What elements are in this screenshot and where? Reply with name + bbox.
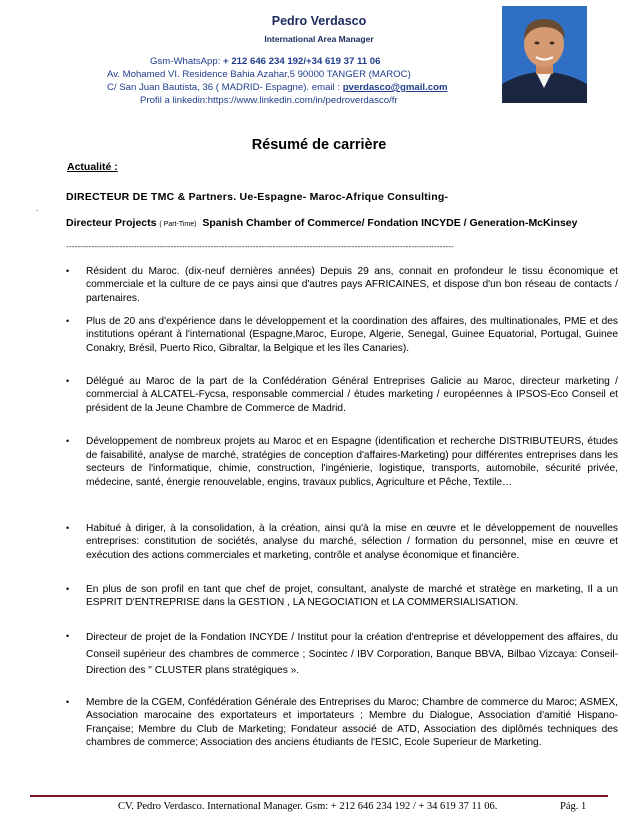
bullet-marker: • (66, 523, 70, 533)
bullet-marker: • (66, 316, 70, 326)
bullet-marker: • (66, 631, 70, 641)
email-link[interactable]: pverdasco@gmail.com (342, 82, 448, 93)
cv-role: International Area Manager (264, 34, 374, 44)
bullet-marker: • (66, 436, 70, 446)
cv-name: Pedro Verdasco (271, 14, 367, 28)
address-line-2 (107, 81, 447, 94)
bullet-marker: • (66, 376, 70, 386)
director-organizations: Spanish Chamber of Commerce/ Fondation INCYDE / Generation-McKinsey (202, 217, 578, 229)
bullet-marker: • (66, 584, 70, 594)
bullet-item: Développement de nombreux projets au Maroc et en Espagne (identification et recherche DISTRIBUTEURS, études de faisabilité, analyse de marché, stratégies de conception d'affaires-Marketing) pour différentes entreprises dans les secteurs de l'informatique, chimie, construction, l'ingénierie, logistique, transports, automobile, sécurité privée, médecine, santé, énergie renouvelable, engins, travaux publics, Agriculture et Pêche, Textile… (86, 436, 618, 488)
footer-text: CV. Pedro Verdasco. International Manager. Gsm: + 212 646 234 192 / + 34 619 37 11 06. (118, 801, 498, 812)
document-title: Résumé de carrière (251, 137, 387, 153)
bullet-item: Habitué à diriger, à la consolidation, à la création, ainsi qu'à la mise en œuvre et le développement de nouvelles entreprises: constitution de sociétés, analyse du marché, sélection / formation du personnel, mise en œuvre et exécution des actions commerciales et marketing, contrôle et analyse économique et financière. (86, 523, 618, 561)
bullet-item: Membre de la CGEM, Confédération Générale des Entreprises du Maroc; Chambre de commerce du Maroc; ASMEX, Association marocaine des exportateurs et importateurs ; Membre du Dialogue, Association d'amitié Hispano-Française; Membre du Club de Marketing; Fondateur associé de ATD, Association des diplômés techniques des chambres de commerce; Association des anciens étudiants de l'ESIC, Ecole Superieur de Marketing. (86, 697, 618, 748)
director-line-2 (66, 217, 577, 229)
linkedin-line[interactable]: Profil a linkedin:https://www.linkedin.com/in/pedroverdasco/fr (140, 95, 398, 106)
stray-dot: . (36, 204, 39, 213)
bullet-marker: • (66, 697, 70, 707)
footer-divider (30, 795, 608, 797)
profile-photo (502, 6, 587, 103)
bullet-item: Résident du Maroc. (dix-neuf dernières années) Depuis 29 ans, connait en profondeur le tissu économique et commerciale et la culture de ce pays ainsi que d'autres pays AFRICAINES, et dispose d'un bon réseau de contacts / partenaires. (86, 266, 618, 304)
separator-line: ----------------------------------------------------------------------------------------------------------------------------------------- (66, 241, 454, 251)
address-line-1: Av. Mohamed VI. Residence Bahia Azahar,5 90000 TANGER (MAROC) (107, 69, 411, 80)
bullet-item: Directeur de projet de la Fondation INCYDE / Institut pour la création d'entreprise et développement des affaires, du Conseil supérieur des chambres de commerce ; Socintec / IBV Corporation, Banque BBVA, Bilbao Vizcaya: Conseil-Direction des " CLUSTER plans stratégiques ». (86, 632, 618, 676)
phone-number: + 212 646 234 192/+34 619 37 11 06 (223, 56, 381, 67)
phone-label: Gsm-WhatsApp: (150, 56, 221, 67)
phone-line (150, 55, 380, 68)
part-time-note: ( Part-Time) (159, 221, 197, 228)
bullet-item: En plus de son profil en tant que chef de projet, consultant, analyste de marché et stratège en marketing, Il a un ESPRIT D'ENTREPRISE dans la GESTION , LA NEGOCIATION et LA COMMERSIALISATION. (86, 584, 618, 609)
section-label-actualite: Actualité : (67, 161, 118, 173)
bullet-item: Délégué au Maroc de la part de la Confédération Général Entreprises Galicie au Maroc, directeur marketing / commercial à ALCATEL-Fycsa, responsable commercial / études marketing / européennes à IPSOS-Eco Conseil et président de la Jeune Chambre de Commerce de Madrid. (86, 376, 618, 414)
address-line-2-text: C/ San Juan Bautista, 36 ( MADRID- Espagne). email : (107, 82, 341, 93)
director-projects-label: Directeur Projects (66, 217, 157, 229)
page-number: Pág. 1 (560, 801, 587, 812)
bullet-marker: • (66, 266, 70, 276)
director-line-1: DIRECTEUR DE TMC & Partners. Ue-Espagne- Maroc-Afrique Consulting- (66, 191, 449, 203)
bullet-item: Plus de 20 ans d'expérience dans le développement et la coordination des affaires, des multinationales, PME et des institutions opérant à l'international (Espagne,Maroc, Europe, Algerie, Senegal, Guinee Equatorial, Portugal, Guinee Conakry, Brésil, Puerto Rico, Gibraltar, la Belgique et les îles Canaries). (86, 316, 618, 354)
